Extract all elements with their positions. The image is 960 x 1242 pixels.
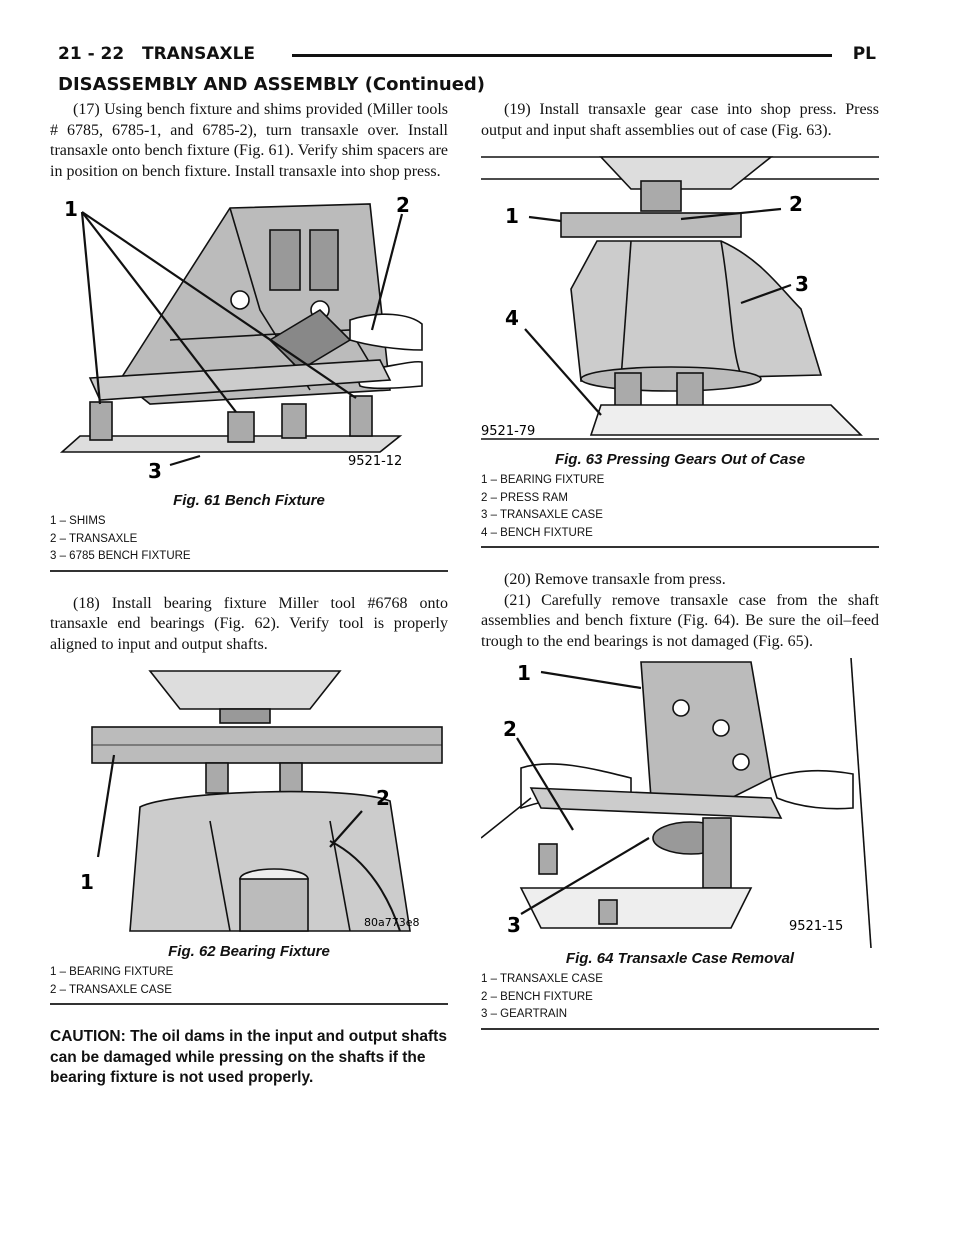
- right-column: [481, 100, 879, 1030]
- legend-item: 2 – TRANSAXLE CASE: [50, 983, 172, 996]
- fig61-callout-2: 2: [396, 193, 410, 217]
- model-code: PL: [852, 44, 876, 64]
- step-18: (18) Install bearing fixture Miller tool #6768 onto transaxle end bearings (Fig. 62). Verify tool is properly aligned to input and output shafts.: [50, 594, 448, 653]
- fig62-callout-2: 2: [376, 786, 390, 810]
- fig64-callout-2: 2: [503, 717, 517, 741]
- case-removal-illustration: [481, 658, 879, 948]
- figure-62: [50, 661, 448, 1005]
- figure-64: [481, 658, 879, 1030]
- fig62-callout-1: 1: [80, 870, 94, 894]
- legend-item: 1 – TRANSAXLE CASE: [481, 973, 603, 985]
- fig63-callout-4: 4: [505, 306, 519, 330]
- fig63-callout-2: 2: [789, 192, 803, 216]
- figure-62-caption: Fig. 62 Bearing Fixture: [168, 943, 330, 960]
- legend-item: 3 – TRANSAXLE CASE: [481, 509, 603, 521]
- continued-heading: DISASSEMBLY AND ASSEMBLY (Continued): [58, 74, 486, 95]
- section-title: TRANSAXLE: [142, 44, 256, 64]
- legend-item: 2 – TRANSAXLE: [50, 532, 138, 545]
- legend-item: 2 – BENCH FIXTURE: [481, 990, 593, 1003]
- fig64-callout-1: 1: [517, 661, 531, 685]
- fig64-code: 9521-15: [789, 919, 844, 934]
- fig64-callout-3: 3: [507, 913, 521, 937]
- pressing-gears-illustration: [481, 149, 879, 449]
- legend-item: 1 – SHIMS: [50, 515, 106, 527]
- step-20: (20) Remove transaxle from press.: [504, 571, 726, 588]
- page-header: [58, 44, 876, 70]
- legend-item: 1 – BEARING FIXTURE: [481, 474, 605, 486]
- figure-61-caption: Fig. 61 Bench Fixture: [173, 492, 325, 509]
- figure-divider: [481, 546, 879, 548]
- step-17: (17) Using bench fixture and shims provided (Miller tools # 6785, 6785-1, and 6785-2), turn transaxle over. Install transaxle onto bench fixture (Fig. 61). Verify shim spacers are in position on bench fixture. Install transaxle into shop press.: [50, 101, 448, 180]
- left-column: [50, 100, 448, 1089]
- figure-63: [481, 149, 879, 548]
- fig63-callout-1: 1: [505, 204, 519, 228]
- fig61-code: 9521-12: [348, 454, 403, 469]
- step-21: (21) Carefully remove transaxle case from the shaft assemblies and bench fixture (Fig. 64). Be sure the oil–feed trough to the end bearings is not damaged (Fig. 65).: [481, 591, 879, 650]
- figure-63-caption: Fig. 63 Pressing Gears Out of Case: [554, 451, 806, 468]
- bench-fixture-illustration: [50, 190, 448, 490]
- figure-64-legend: [481, 971, 879, 1024]
- legend-item: 3 – 6785 BENCH FIXTURE: [50, 550, 191, 562]
- fig63-code: 9521-79: [481, 424, 536, 439]
- figure-63-legend: [481, 472, 879, 542]
- figure-64-caption: Fig. 64 Transaxle Case Removal: [565, 950, 795, 967]
- fig61-callout-1: 1: [64, 197, 78, 221]
- page-number: 21 - 22: [58, 44, 125, 64]
- fig62-code: 80a773e8: [364, 916, 420, 929]
- figure-61-legend: [50, 513, 448, 566]
- figure-61: [50, 190, 448, 572]
- caution-note: CAUTION: The oil dams in the input and output shafts can be damaged while pressing on the shafts if the bearing fixture is not used properly.: [50, 1028, 447, 1086]
- legend-item: 2 – PRESS RAM: [481, 491, 568, 504]
- legend-item: 4 – BENCH FIXTURE: [481, 526, 593, 539]
- fig63-callout-3: 3: [795, 272, 809, 296]
- figure-divider: [481, 1028, 879, 1030]
- bearing-fixture-illustration: [50, 661, 448, 941]
- fig61-callout-3: 3: [148, 459, 162, 483]
- figure-divider: [50, 570, 448, 572]
- figure-divider: [50, 1003, 448, 1005]
- figure-62-legend: [50, 964, 448, 999]
- legend-item: 1 – BEARING FIXTURE: [50, 966, 174, 978]
- legend-item: 3 – GEARTRAIN: [481, 1008, 568, 1020]
- step-19: (19) Install transaxle gear case into shop press. Press output and input shaft assemblies out of case (Fig. 63).: [481, 101, 879, 139]
- header-rule: [292, 54, 832, 57]
